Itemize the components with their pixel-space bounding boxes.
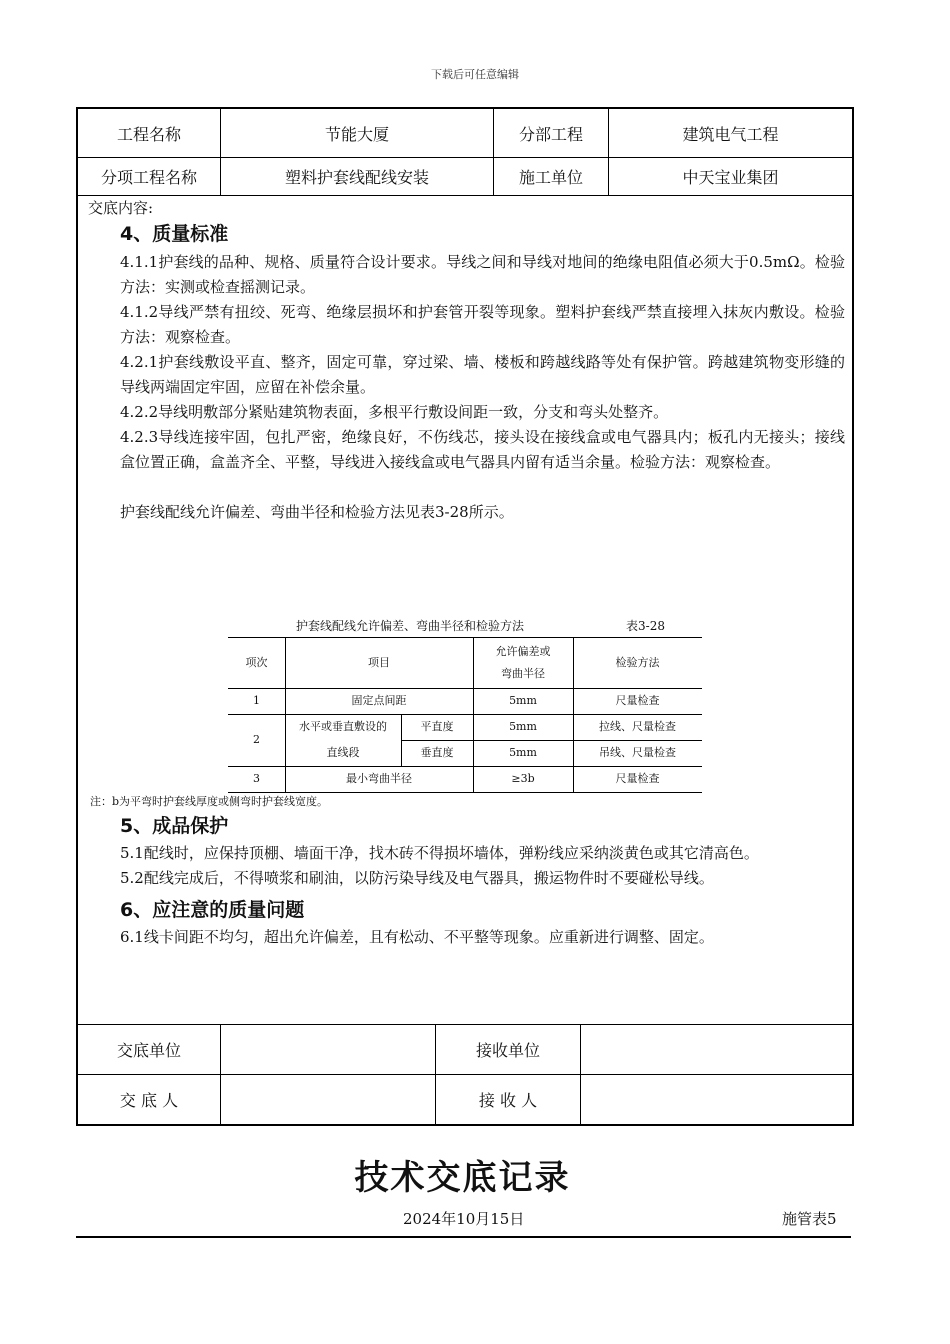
r2a-deviation: 5mm [509,720,537,733]
receive-person-field[interactable] [581,1075,852,1124]
sub-item-label: 分项工程名称 [78,157,221,195]
para-4-1-2: 4.1.2导线严禁有扭绞、死弯、绝缘层损坏和护套管开裂等现象。塑料护套线严禁直接埋入抹灰内敷设。检验方法：观察检查。 [120,303,845,346]
r2-item-line2: 直线段 [326,746,360,759]
handover-unit-label: 交底单位 [78,1025,221,1074]
th-item: 项目 [368,656,390,669]
signature-row-unit [78,1025,852,1075]
tolerance-table [228,637,702,793]
r1-method: 尺量检查 [615,694,660,707]
th-deviation-line1: 允许偏差或 [495,645,551,658]
table-number: 表3-28 [626,619,665,633]
r2b-deviation: 5mm [509,746,537,759]
para-4-1-1: 4.1.1护套线的品种、规格、质量符合设计要求。导线之间和导线对地间的绝缘电阻值必须大于0.5mΩ。检验方法：实测或检查摇测记录。 [120,253,845,296]
section-6-heading: 6、应注意的质量问题 [120,899,305,921]
contractor-value: 中天宝业集团 [682,167,779,187]
handover-unit-field[interactable] [221,1025,436,1074]
r3-item: 最小弯曲半径 [346,772,412,785]
para-4-2-2: 4.2.2导线明敷部分紧贴建筑物表面，多根平行敷设间距一致，分支和弯头处整齐。 [120,403,669,421]
th-deviation-line2: 弯曲半径 [501,667,545,680]
receive-unit-field[interactable] [581,1025,852,1074]
th-deviation [473,638,573,688]
r3-deviation: ≥3b [511,772,535,785]
division-label: 分部工程 [494,109,609,157]
header-row-project [78,109,852,158]
handover-person-label: 交 底 人 [78,1075,221,1124]
document-title: 技术交底记录 [354,1158,571,1198]
para-table-reference: 护套线配线允许偏差、弯曲半径和检验方法见表3-28所示。 [120,503,514,521]
handover-person-field[interactable] [221,1075,436,1124]
receive-unit-label: 接收单位 [436,1025,581,1074]
r2-item-line1: 水平或垂直敷设的 [299,720,387,733]
th-no: 项次 [245,656,268,669]
r2b-sub: 垂直度 [420,746,454,759]
table-note: 注：b为平弯时护套线厚度或侧弯时护套线宽度。 [90,795,329,808]
signature-row-person [78,1075,852,1124]
content-label: 交底内容: [88,199,154,217]
r1-item: 固定点间距 [351,694,407,707]
r3-method: 尺量检查 [615,772,660,785]
watermark-text: 下载后可任意编辑 [431,68,519,81]
document-date: 2024年10月15日 [403,1210,525,1228]
r2a-method: 拉线、尺量检查 [599,720,676,733]
r3-no: 3 [253,772,260,785]
r2b-method: 吊线、尺量检查 [599,746,676,759]
project-name-value: 节能大厦 [221,109,494,157]
th-method: 检验方法 [615,656,660,669]
r2a-sub: 平直度 [420,720,454,733]
contractor-label: 施工单位 [494,157,609,195]
r2-no: 2 [253,733,260,746]
table-caption: 护套线配线允许偏差、弯曲半径和检验方法 [296,619,525,633]
r1-deviation: 5mm [509,694,537,707]
r2-item [285,714,401,766]
para-5-2: 5.2配线完成后，不得喷浆和刷油，以防污染导线及电气器具，搬运物件时不要碰松导线。 [120,869,714,887]
header-row-subitem [78,157,852,196]
para-6-1: 6.1线卡间距不均匀，超出允许偏差，且有松动、不平整等现象。应重新进行调整、固定。 [120,928,714,946]
section-4-heading: 4、质量标准 [120,223,229,245]
form-number: 施管表5 [782,1210,837,1228]
section-5-heading: 5、成品保护 [120,815,229,837]
para-5-1: 5.1配线时，应保持顶棚、墙面干净，找木砖不得损坏墙体，弹粉线应采纳淡黄色或其它清高色。 [120,844,759,862]
project-name-label: 工程名称 [78,109,221,157]
signature-section [78,1024,852,1125]
para-4-2-1: 4.2.1护套线敷设平直、整齐，固定可靠，穿过梁、墙、楼板和跨越线路等处有保护管。跨越建筑物变形缝的导线两端固定牢固，应留在补偿余量。 [120,353,845,396]
r1-no: 1 [253,694,260,707]
division-value: 建筑电气工程 [682,124,779,144]
bottom-rule [76,1236,851,1238]
sub-item-value: 塑料护套线配线安装 [221,157,494,195]
para-4-2-3: 4.2.3导线连接牢固，包扎严密，绝缘良好，不伤线芯，接头设在接线盒或电气器具内；板孔内无接头；接线盒位置正确，盒盖齐全、平整，导线进入接线盒或电气器具内留有适当余量。检验方法：观察检查。 [120,428,845,471]
receive-person-label: 接 收 人 [436,1075,581,1124]
disclosure-form [76,107,854,1126]
